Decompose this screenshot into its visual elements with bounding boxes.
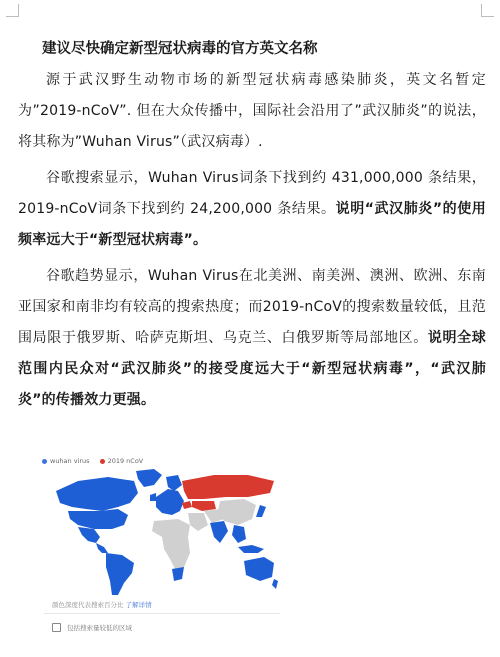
document-title: 建议尽快确定新型冠状病毒的官方英文名称 <box>42 41 318 57</box>
map-region-japan <box>256 505 266 517</box>
map-region-india <box>210 521 228 543</box>
map-region-usa <box>68 509 128 529</box>
low-volume-checkbox[interactable] <box>52 623 61 632</box>
document-body <box>18 38 486 420</box>
map-region-central-america <box>96 543 108 553</box>
map-region-mexico <box>78 527 100 543</box>
map-region-north-africa <box>152 519 190 539</box>
map-region-greenland <box>136 469 162 487</box>
map-divider <box>44 613 280 614</box>
learn-more-link[interactable]: 了解详情 <box>125 601 152 609</box>
low-volume-checkbox-row[interactable] <box>52 623 132 632</box>
legend-item-ncov <box>100 457 144 465</box>
paragraph-3-conclusion: 说明全球范围内民众对“武汉肺炎”的接受度远大于“新型冠状病毒”，“武汉肺炎”的传播效力更强。 <box>18 330 486 408</box>
low-volume-checkbox-label: 包括搜索量较低的区域 <box>67 624 132 632</box>
map-region-scandinavia <box>166 475 182 491</box>
map-region-kazakhstan <box>192 501 216 511</box>
trends-map-card <box>38 451 282 641</box>
map-region-south-africa <box>172 567 184 581</box>
page-corner-mark-left <box>6 4 19 17</box>
map-region-australia <box>244 557 274 581</box>
legend-label-ncov: 2019 nCoV <box>107 457 144 465</box>
map-region-uk <box>150 493 156 501</box>
map-region-russia <box>182 475 274 499</box>
paragraph-3 <box>18 261 486 416</box>
world-map <box>38 467 282 599</box>
legend-dot-red <box>100 459 105 464</box>
paragraph-2-text: 谷歌搜索显示，Wuhan Virus词条下找到约 431,000,000 条结果，2019-nCoV词条下找到约 24,200,000 条结果。 <box>18 170 486 217</box>
map-legend <box>38 451 282 467</box>
legend-dot-blue <box>42 459 47 464</box>
map-region-central-africa <box>162 537 190 571</box>
map-region-indonesia <box>238 545 264 553</box>
page-corner-mark-right <box>481 4 494 17</box>
map-region-europe <box>156 489 184 515</box>
map-region-new-zealand <box>272 579 278 589</box>
legend-item-wuhan <box>42 457 90 465</box>
paragraph-2 <box>18 163 486 256</box>
map-region-southeast-asia <box>232 525 246 543</box>
map-footnote-text: 颜色深度代表搜索百分比 <box>52 601 124 609</box>
map-region-middle-east <box>188 513 208 531</box>
paragraph-3-text: 谷歌趋势显示，Wuhan Virus在北美洲、南美洲、澳洲、欧洲、东南亚国家和南非均有较高的搜索热度；而2019-nCoV的搜索数量较低，且范围局限于俄罗斯、哈萨克斯坦、乌克兰、白俄罗斯等局部地区。 <box>18 268 486 346</box>
paragraph-2-conclusion: 说明“武汉肺炎”的使用频率远大于“新型冠状病毒”。 <box>18 201 486 248</box>
legend-label-wuhan: wuhan virus <box>50 457 90 465</box>
map-region-canada <box>56 477 138 511</box>
paragraph-1: 源于武汉野生动物市场的新型冠状病毒感染肺炎，英文名暂定为”2019-nCoV”. 但在大众传播中，国际社会沿用了”武汉肺炎”的说法，将其称为”Wuhan Virus”（武汉病毒）. <box>18 72 486 150</box>
map-footnote <box>52 600 152 609</box>
map-region-south-america <box>106 553 134 595</box>
